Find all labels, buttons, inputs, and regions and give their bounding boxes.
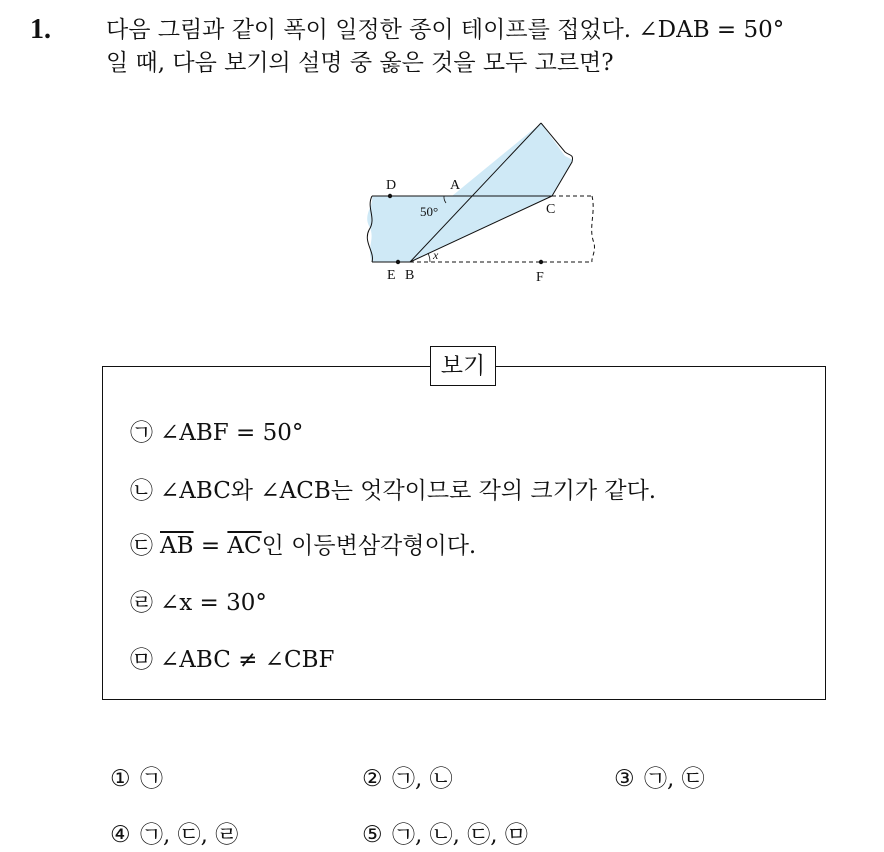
choice-3[interactable] — [614, 764, 705, 794]
bogi-text: ∠ABC와 ∠ACB는 엇각이므로 각의 크기가 같다. — [160, 478, 657, 504]
choice-text: ㉠, ㉢, ㉣ — [140, 822, 239, 848]
segment-ab: $\overline{AB}$ — [160, 533, 194, 559]
bogi-mark: ㉣ — [130, 590, 153, 616]
question-line-1: 다음 그림과 같이 폭이 일정한 종이 테이프를 접었다. ∠DAB = 50° — [106, 17, 785, 43]
choice-number: ③ — [614, 766, 635, 792]
bogi-title: 보기 — [430, 346, 496, 386]
choice-number: ④ — [110, 822, 131, 848]
bogi-mark: ㉤ — [130, 647, 153, 673]
choice-4[interactable] — [110, 820, 238, 850]
label-b: B — [405, 268, 415, 283]
dashed-right — [592, 196, 595, 262]
bogi-mark: ㉡ — [130, 478, 153, 504]
point-d — [388, 194, 392, 198]
bogi-mark: ㉠ — [130, 420, 153, 446]
figure-svg — [360, 118, 610, 288]
label-a: A — [450, 178, 461, 193]
choice-text: ㉠ — [140, 766, 163, 792]
bogi-item-3 — [130, 531, 476, 561]
segment-ac: $\overline{AC}$ — [227, 533, 262, 559]
choice-text: ㉠, ㉢ — [644, 766, 705, 792]
choice-text: ㉠, ㉡, ㉢, ㉤ — [392, 822, 528, 848]
folded-tape-figure — [360, 118, 610, 288]
choice-text: ㉠, ㉡ — [392, 766, 453, 792]
label-angle-50: 50° — [420, 204, 439, 219]
bogi-item-4 — [130, 588, 267, 618]
bogi-mark: ㉢ — [130, 533, 153, 559]
bogi-text: ∠ABF = 50° — [160, 420, 304, 446]
bogi-item-2 — [130, 476, 656, 506]
choice-number: ② — [362, 766, 383, 792]
question-text — [106, 14, 866, 80]
choice-number: ⑤ — [362, 822, 383, 848]
label-c: C — [546, 202, 556, 217]
choice-5[interactable] — [362, 820, 528, 850]
choice-number: ① — [110, 766, 131, 792]
point-e — [396, 260, 400, 264]
angle-arc-x — [428, 253, 430, 262]
question-number: 1. — [30, 14, 51, 45]
label-d: D — [386, 178, 397, 193]
question-line-2: 일 때, 다음 보기의 설명 중 옳은 것을 모두 고르면? — [106, 50, 614, 76]
bogi-text: ∠ABC ≠ ∠CBF — [160, 647, 335, 673]
tape-fill — [367, 123, 573, 262]
point-f — [539, 260, 543, 264]
choice-1[interactable] — [110, 764, 163, 794]
bogi-text: ∠x = 30° — [160, 590, 267, 616]
choice-2[interactable] — [362, 764, 453, 794]
label-x: x — [433, 248, 439, 262]
bogi-text: 인 이등변삼각형이다. — [261, 533, 477, 559]
label-f: F — [536, 270, 544, 285]
label-e: E — [387, 268, 396, 283]
equals-sign: = — [193, 533, 228, 559]
bogi-item-5 — [130, 645, 334, 675]
bogi-item-1 — [130, 418, 303, 448]
